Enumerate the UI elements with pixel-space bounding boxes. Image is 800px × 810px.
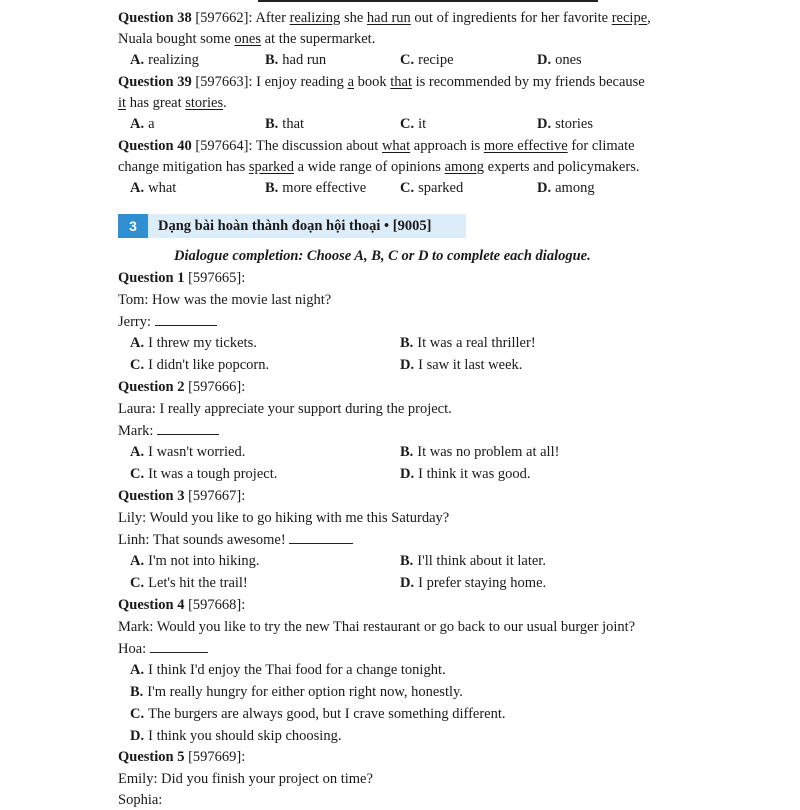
option-letter: C. xyxy=(400,52,415,68)
q39-text: has great xyxy=(126,95,186,111)
option-text: it xyxy=(418,116,427,132)
dq5-heading xyxy=(118,747,245,767)
q38-text: out of ingredients for her favorite xyxy=(410,10,612,26)
answer-blank xyxy=(155,313,217,326)
q38-option-c[interactable] xyxy=(400,50,454,70)
option-text: ones xyxy=(555,52,582,68)
dq1-heading xyxy=(118,268,245,288)
dq3-option-a[interactable] xyxy=(130,551,259,571)
dq2-option-c[interactable] xyxy=(130,464,277,484)
dq2-option-a[interactable] xyxy=(130,442,245,462)
option-text: among xyxy=(555,180,595,196)
dq4-line1: Mark: Would you like to try the new Thai restaurant or go back to our usual burger joint? xyxy=(118,619,636,635)
q40-option-d[interactable] xyxy=(537,178,595,198)
answer-blank xyxy=(157,422,219,435)
option-text: I wasn't worried. xyxy=(148,444,246,460)
dq5-line2: Sophia: xyxy=(118,792,163,808)
q39-stem-line1 xyxy=(118,72,645,92)
q40-label: Question 40 xyxy=(118,138,192,154)
option-text: I prefer staying home. xyxy=(418,575,547,591)
q38-option-a[interactable] xyxy=(130,50,199,70)
option-text: recipe xyxy=(418,52,454,68)
option-letter: B. xyxy=(265,116,279,132)
option-letter: A. xyxy=(130,335,145,351)
option-letter: C. xyxy=(130,357,145,373)
q40-text: change mitigation has xyxy=(118,159,249,175)
option-text: I threw my tickets. xyxy=(148,335,257,351)
dq1-option-a[interactable] xyxy=(130,333,257,353)
option-text: I think I'd enjoy the Thai food for a change tonight. xyxy=(148,662,446,678)
dq3-line1: Lily: Would you like to go hiking with me this Saturday? xyxy=(118,510,450,526)
section-header xyxy=(118,214,466,238)
option-text: sparked xyxy=(418,180,464,196)
dq1-option-c[interactable] xyxy=(130,355,269,375)
option-letter: A. xyxy=(130,444,145,460)
option-letter: D. xyxy=(537,52,552,68)
option-letter: B. xyxy=(265,180,279,196)
dq1-line2 xyxy=(118,312,217,332)
q38-text: she xyxy=(340,10,367,26)
q39-text: book xyxy=(354,74,391,90)
dq4-heading xyxy=(118,595,245,615)
option-letter: D. xyxy=(537,116,552,132)
option-letter: C. xyxy=(130,466,145,482)
q40-text: experts and policymakers. xyxy=(484,159,640,175)
dq2-id: [597666]: xyxy=(188,379,246,395)
q40-stem-line2 xyxy=(118,157,639,177)
dq1-speaker: Jerry: xyxy=(118,314,155,330)
option-text: I'm really hungry for either option right now, honestly. xyxy=(147,684,463,700)
q38-text: After xyxy=(252,10,290,26)
dq2-option-d[interactable] xyxy=(400,464,530,484)
option-text: I didn't like popcorn. xyxy=(148,357,270,373)
q39-id: [597663]: xyxy=(195,74,253,90)
option-text: I think you should skip choosing. xyxy=(148,728,342,744)
option-text: more effective xyxy=(282,180,367,196)
q39-option-d[interactable] xyxy=(537,114,593,134)
q38-text: Nuala bought some xyxy=(118,31,235,47)
dq1-option-d[interactable] xyxy=(400,355,522,375)
option-letter: C. xyxy=(400,180,415,196)
option-text: realizing xyxy=(148,52,199,68)
q38-underlined-b: had run xyxy=(366,10,411,26)
dq2-speaker: Mark: xyxy=(118,423,158,439)
section-title: Dạng bài hoàn thành đoạn hội thoại • [9005] xyxy=(158,218,432,234)
option-text: Let's hit the trail! xyxy=(148,575,248,591)
option-letter: D. xyxy=(130,728,145,744)
dq2-heading xyxy=(118,377,245,397)
option-text: It was a real thriller! xyxy=(417,335,536,351)
dq4-line2 xyxy=(118,639,208,659)
dq3-option-d[interactable] xyxy=(400,573,546,593)
q39-option-b[interactable] xyxy=(265,114,304,134)
option-letter: B. xyxy=(400,444,414,460)
q39-label: Question 39 xyxy=(118,74,192,90)
q38-text: , xyxy=(647,10,651,26)
q40-text: for climate xyxy=(567,138,635,154)
q39-underlined-c: it xyxy=(118,95,127,111)
option-letter: C. xyxy=(400,116,415,132)
option-letter: A. xyxy=(130,116,145,132)
option-text: what xyxy=(148,180,177,196)
q40-underlined-d: among xyxy=(444,159,485,175)
q39-underlined-d: stories xyxy=(185,95,224,111)
dq3-id: [597667]: xyxy=(188,488,246,504)
dq4-option-d[interactable] xyxy=(130,726,341,746)
q39-underlined-b: that xyxy=(390,74,412,90)
top-rule xyxy=(258,0,598,2)
q38-underlined-a: realizing xyxy=(289,10,341,26)
q39-text: is recommended by my friends because xyxy=(412,74,645,90)
option-text: I saw it last week. xyxy=(418,357,523,373)
option-text: I think it was good. xyxy=(418,466,531,482)
option-text: The burgers are always good, but I crave something different. xyxy=(148,706,506,722)
dq4-option-a[interactable] xyxy=(130,660,446,680)
q40-option-c[interactable] xyxy=(400,178,463,198)
q38-stem-line1 xyxy=(118,8,651,28)
dq4-id: [597668]: xyxy=(188,597,246,613)
q38-underlined-d: ones xyxy=(234,31,261,47)
option-letter: D. xyxy=(400,575,415,591)
dq3-option-c[interactable] xyxy=(130,573,248,593)
option-letter: A. xyxy=(130,52,145,68)
option-letter: B. xyxy=(400,553,414,569)
option-letter: D. xyxy=(537,180,552,196)
option-text: I'll think about it later. xyxy=(417,553,546,569)
dq2-option-b[interactable] xyxy=(400,442,559,462)
dq3-heading xyxy=(118,486,245,506)
dq1-option-b[interactable] xyxy=(400,333,536,353)
option-letter: C. xyxy=(130,706,145,722)
answer-blank xyxy=(289,531,353,544)
dq4-speaker: Hoa: xyxy=(118,641,150,657)
q39-option-c[interactable] xyxy=(400,114,426,134)
dq1-id: [597665]: xyxy=(188,270,246,286)
q39-text: I enjoy reading xyxy=(252,74,348,90)
option-letter: C. xyxy=(130,575,145,591)
dq2-label: Question 2 xyxy=(118,379,185,395)
dq1-line1: Tom: How was the movie last night? xyxy=(118,292,332,308)
dq3-speaker: Linh: That sounds awesome! xyxy=(118,532,290,548)
q39-option-a[interactable] xyxy=(130,114,155,134)
q40-underlined-c: sparked xyxy=(248,159,294,175)
section-number-badge: 3 xyxy=(118,214,148,238)
q38-text: at the supermarket. xyxy=(260,31,376,47)
q38-option-b[interactable] xyxy=(265,50,326,70)
option-text: had run xyxy=(282,52,327,68)
dq5-line1: Emily: Did you finish your project on time? xyxy=(118,771,373,787)
dq2-line1: Laura: I really appreciate your support during the project. xyxy=(118,401,452,417)
dq4-option-c[interactable] xyxy=(130,704,506,724)
dq4-label: Question 4 xyxy=(118,597,185,613)
q39-text: . xyxy=(223,95,227,111)
dq1-label: Question 1 xyxy=(118,270,185,286)
q38-id: [597662]: xyxy=(195,10,253,26)
option-text: It was a tough project. xyxy=(148,466,278,482)
dq3-label: Question 3 xyxy=(118,488,185,504)
dq5-label: Question 5 xyxy=(118,749,185,765)
option-letter: B. xyxy=(265,52,279,68)
option-letter: A. xyxy=(130,553,145,569)
q39-underlined-a: a xyxy=(347,74,354,90)
q38-stem-line2 xyxy=(118,29,375,49)
option-text: I'm not into hiking. xyxy=(148,553,260,569)
q38-option-d[interactable] xyxy=(537,50,582,70)
option-text: that xyxy=(282,116,305,132)
q39-stem-line2 xyxy=(118,93,227,113)
option-letter: D. xyxy=(400,466,415,482)
option-letter: B. xyxy=(400,335,414,351)
q40-text: The discussion about xyxy=(252,138,382,154)
dq4-option-b[interactable] xyxy=(130,682,463,702)
q40-option-b[interactable] xyxy=(265,178,366,198)
option-text: stories xyxy=(555,116,593,132)
option-text: It was no problem at all! xyxy=(417,444,560,460)
option-letter: D. xyxy=(400,357,415,373)
q38-label: Question 38 xyxy=(118,10,192,26)
dq3-option-b[interactable] xyxy=(400,551,546,571)
option-letter: B. xyxy=(130,684,144,700)
q40-underlined-b: more effective xyxy=(483,138,568,154)
q40-stem-line1 xyxy=(118,136,635,156)
option-text: a xyxy=(148,116,155,132)
q40-text: approach is xyxy=(410,138,484,154)
option-letter: A. xyxy=(130,662,145,678)
q38-underlined-c: recipe xyxy=(611,10,648,26)
q40-underlined-a: what xyxy=(381,138,411,154)
dq5-id: [597669]: xyxy=(188,749,246,765)
q40-text: a wide range of opinions xyxy=(293,159,445,175)
q40-id: [597664]: xyxy=(195,138,253,154)
q40-option-a[interactable] xyxy=(130,178,176,198)
option-letter: A. xyxy=(130,180,145,196)
dq3-line2 xyxy=(118,530,353,550)
section-instruction: Dialogue completion: Choose A, B, C or D to complete each dialogue. xyxy=(174,248,591,264)
answer-blank xyxy=(150,640,208,653)
dq2-line2 xyxy=(118,421,219,441)
